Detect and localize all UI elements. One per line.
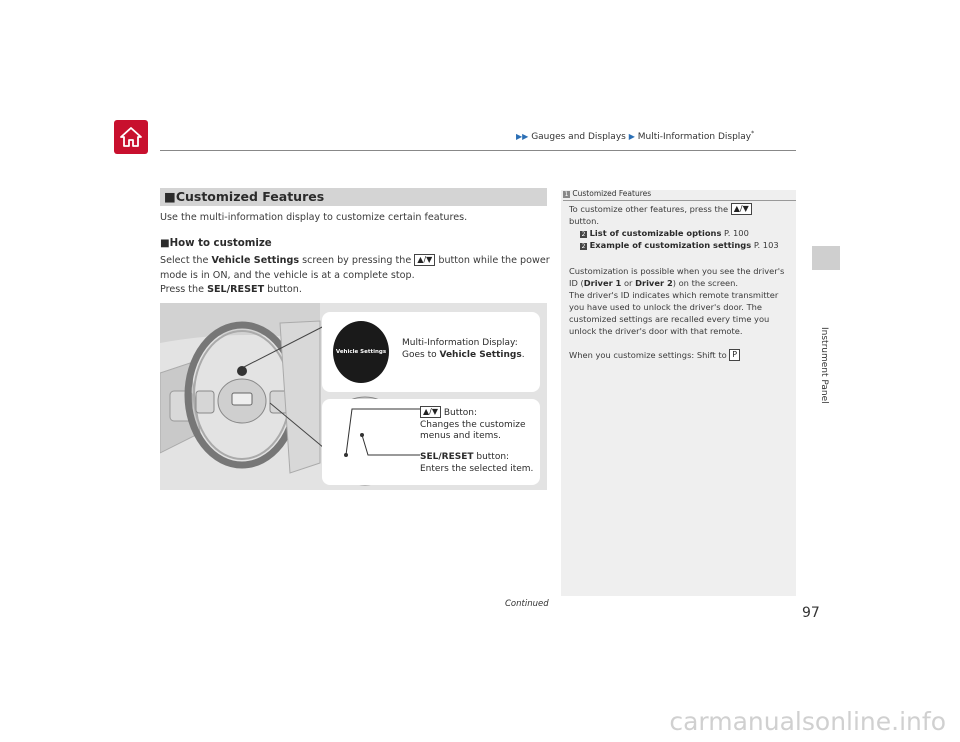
cross-reference-icon: 2 <box>581 231 586 238</box>
display-screen-text: Vehicle Settings <box>335 349 387 355</box>
callout-display-text: Multi-Information Display: Goes to Vehicle Settings. <box>402 338 525 360</box>
header-divider <box>160 150 796 151</box>
up-down-key-icon: ▲/▼ <box>420 406 441 418</box>
breadcrumb-arrow-icon: ▶▶ <box>516 132 529 141</box>
notes-paragraph-3: When you customize settings: Shift to P <box>569 349 740 361</box>
home-icon <box>119 126 143 148</box>
notes-paragraph-2: Customization is possible when you see the driver's ID (Driver 1 or Driver 2) on the screen. The driver's ID indicates which remote transmitter you have used to unlock the driver's door. The customized settings are recalled every time you unlock the driver's door with that remote. <box>569 266 785 336</box>
up-down-key-icon: ▲/▼ <box>414 254 435 266</box>
subsection-bullet-icon: ■ <box>160 238 170 249</box>
subsection-title-text: How to customize <box>169 238 272 249</box>
notes-header-text: Customized Features <box>572 189 652 198</box>
cross-reference-icon: 2 <box>581 243 586 250</box>
notes-divider <box>563 200 796 201</box>
continued-label: Continued <box>505 599 549 609</box>
up-down-key-icon: ▲/▼ <box>731 203 752 215</box>
section-bullet-icon: ■ <box>164 189 176 204</box>
instruction-paragraph: Select the Vehicle Settings screen by pressing the ▲/▼ button while the power mode is in ON, and the vehicle is at a complete stop. Press the SEL/RESET button. <box>160 255 550 295</box>
intro-paragraph: Use the multi-information display to customize certain features. <box>160 212 468 223</box>
breadcrumb-current[interactable]: Multi-Information Display <box>637 132 752 142</box>
section-title-text: Customized Features <box>175 189 325 204</box>
ref-link-customizable-options[interactable]: 2 List of customizable options P. 100 <box>581 228 749 238</box>
notes-header <box>563 189 651 198</box>
home-button[interactable] <box>114 120 148 154</box>
display-screen-inset <box>333 321 389 383</box>
callout-up-down-text: ▲/▼ Button: Changes the customize menus and items. <box>420 407 526 441</box>
section-title <box>160 188 547 206</box>
park-key-icon: P <box>729 349 740 361</box>
subsection-title <box>160 238 272 249</box>
breadcrumb-arrow-icon: ▶ <box>628 132 635 141</box>
chapter-tab[interactable] <box>812 246 840 270</box>
notes-sidebar <box>561 190 796 596</box>
chapter-tab-label: Instrument Panel <box>819 327 829 404</box>
callout-sel-reset-text: SEL/RESET button: Enters the selected item. <box>420 452 534 474</box>
notes-paragraph-1: To customize other features, press the ▲/▼ button. <box>569 203 752 227</box>
breadcrumb <box>516 130 754 142</box>
watermark: carmanualsonline.info <box>669 707 946 736</box>
breadcrumb-link-gauges[interactable]: Gauges and Displays <box>531 132 626 142</box>
page-number: 97 <box>802 605 820 621</box>
breadcrumb-asterisk: * <box>751 130 755 137</box>
ref-link-customization-example[interactable]: 2 Example of customization settings P. 103 <box>581 240 779 250</box>
note-marker-icon: 1 <box>564 191 569 198</box>
